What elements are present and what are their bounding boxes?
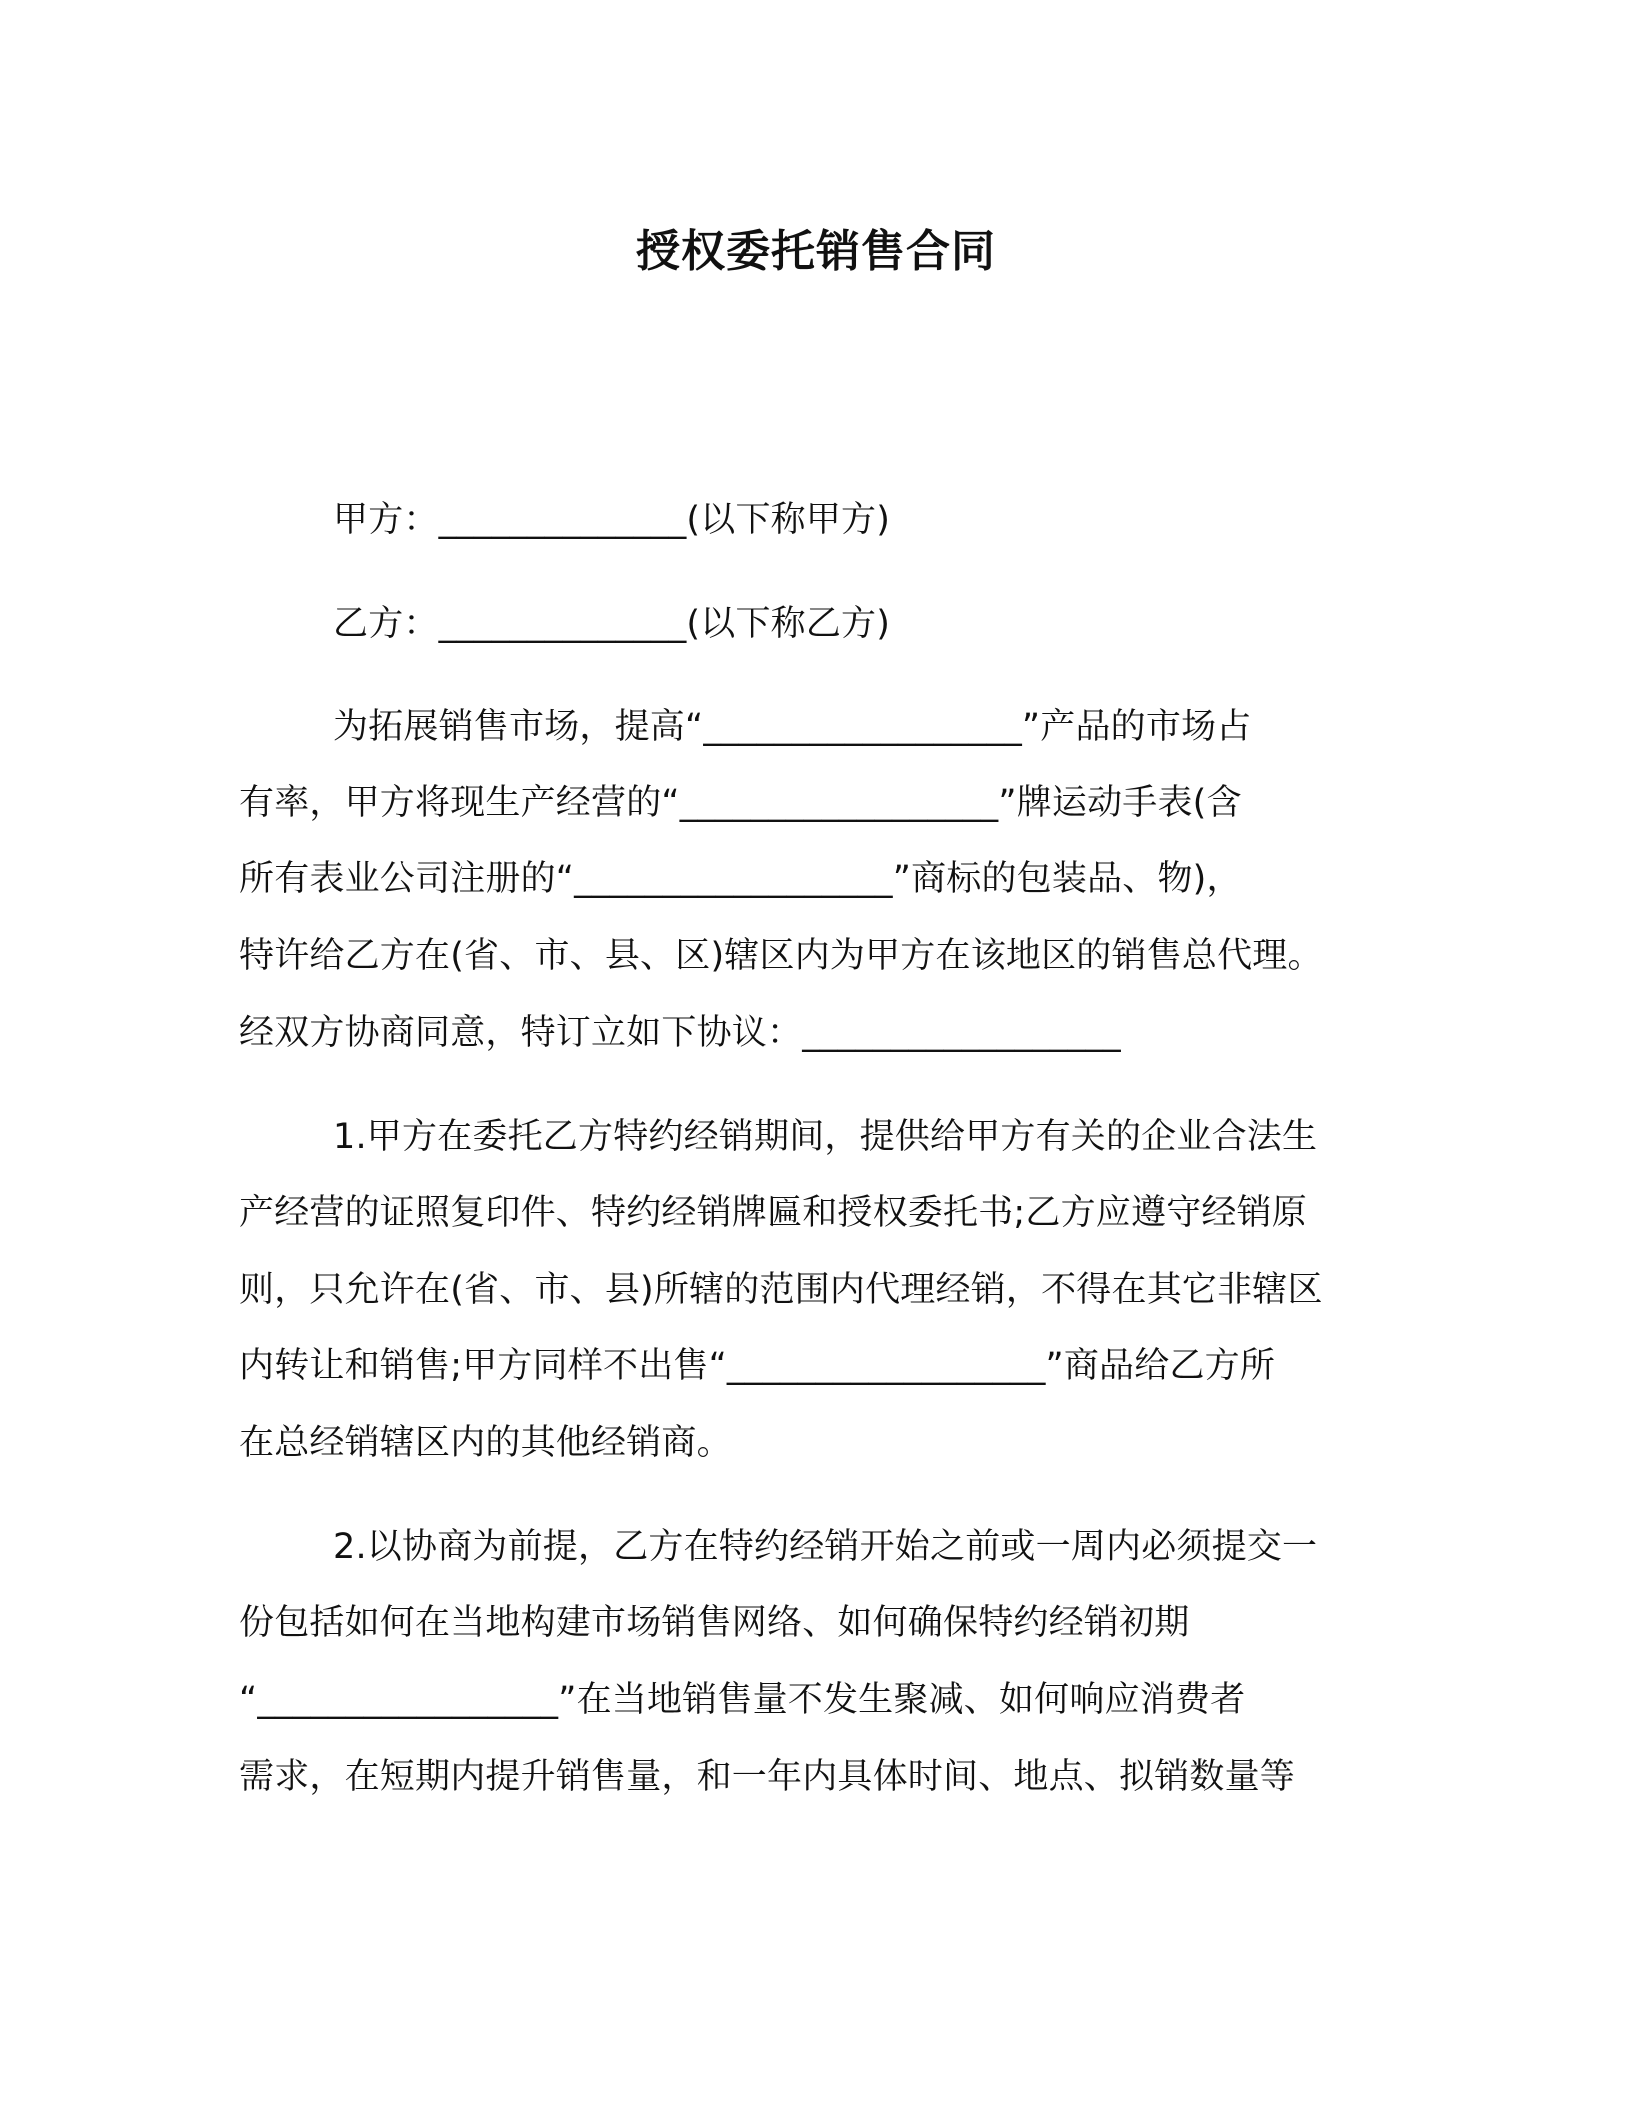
clause-1-line-4: 内转让和销售;甲方同样不出售“__________________”商品给乙方所 bbox=[239, 1346, 1276, 1386]
clause-1-line-3: 则，只允许在(省、市、县)所辖的范围内代理经销，不得在其它非辖区 bbox=[239, 1270, 1323, 1310]
clause-1-line-2: 产经营的证照复印件、特约经销牌匾和授权委托书;乙方应遵守经销原 bbox=[239, 1193, 1307, 1233]
clause-1-line-5: 在总经销辖区内的其他经销商。 bbox=[239, 1423, 732, 1463]
clause-2-line-3: “_________________”在当地销售量不发生聚减、如何响应消费者 bbox=[239, 1680, 1246, 1720]
party-b-line: 乙方：______________(以下称乙方) bbox=[333, 604, 891, 644]
intro-line-1: 为拓展销售市场，提高“__________________”产品的市场占 bbox=[333, 707, 1252, 747]
clause-2-line-2: 份包括如何在当地构建市场销售网络、如何确保特约经销初期 bbox=[239, 1603, 1190, 1643]
clause-1-line-1: 1.甲方在委托乙方特约经销期间，提供给甲方有关的企业合法生 bbox=[333, 1117, 1318, 1157]
clause-2-line-4: 需求，在短期内提升销售量，和一年内具体时间、地点、拟销数量等 bbox=[239, 1757, 1296, 1797]
intro-line-3: 所有表业公司注册的“__________________”商标的包装品、物)， bbox=[239, 859, 1242, 899]
intro-line-5: 经双方协商同意，特订立如下协议：__________________ bbox=[239, 1013, 1121, 1053]
party-a-line: 甲方：______________(以下称甲方) bbox=[333, 500, 891, 540]
clause-2-line-1: 2.以协商为前提，乙方在特约经销开始之前或一周内必须提交一 bbox=[333, 1527, 1318, 1567]
document-title: 授权委托销售合同 bbox=[636, 226, 996, 277]
intro-line-2: 有率，甲方将现生产经营的“__________________”牌运动手表(含 bbox=[239, 783, 1242, 823]
intro-line-4: 特许给乙方在(省、市、县、区)辖区内为甲方在该地区的销售总代理。 bbox=[239, 936, 1323, 976]
